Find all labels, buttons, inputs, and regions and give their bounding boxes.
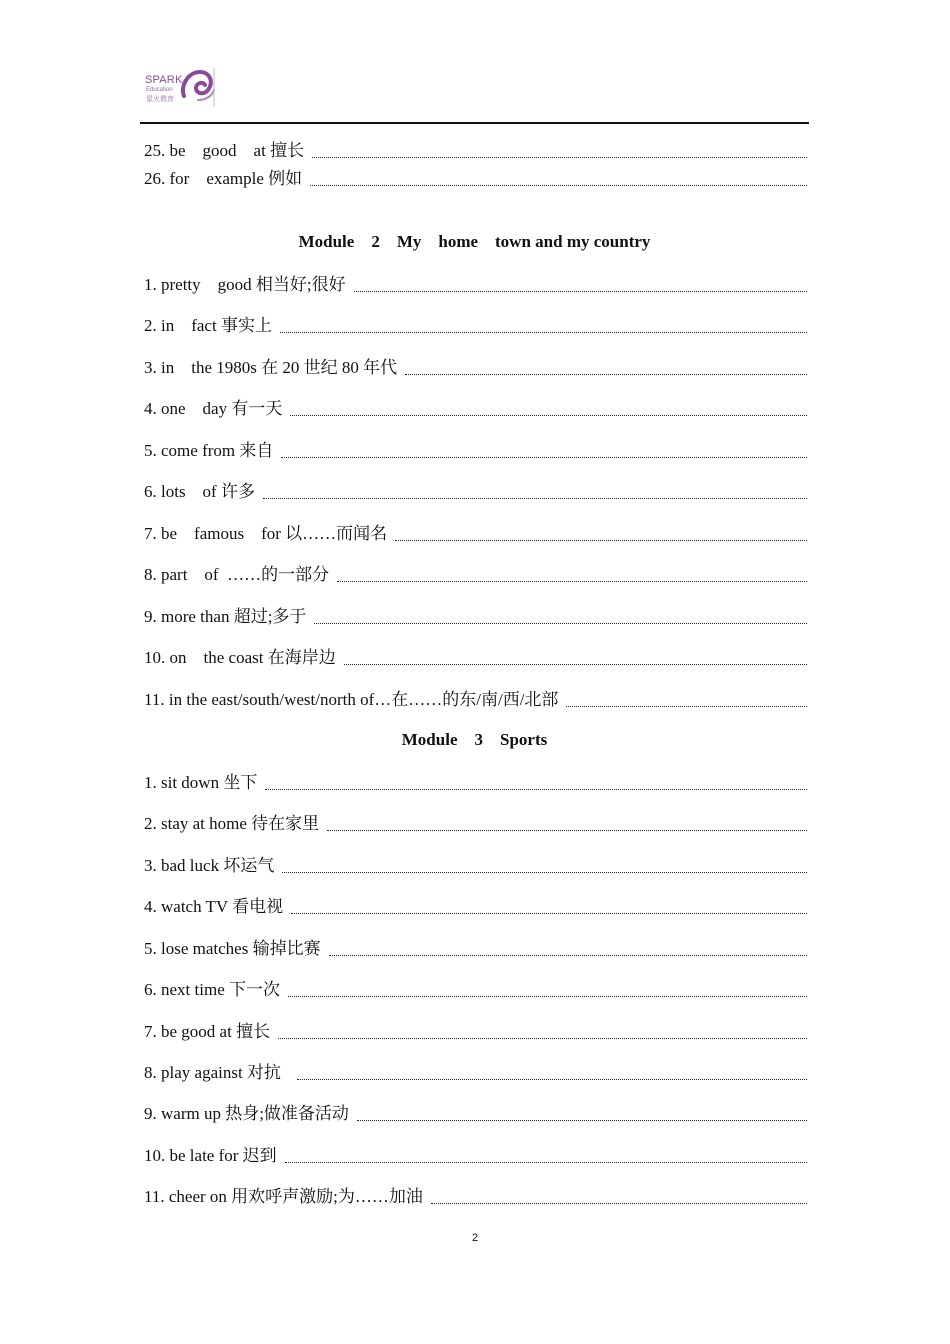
m3-item-4 (144, 894, 807, 918)
phrase-text: 11. cheer on 用欢呼声激励;为……加油 (144, 1187, 423, 1206)
phrase-text: 3. bad luck 坏运气 (144, 856, 275, 875)
m3-item-10 (144, 1143, 807, 1167)
phrase-text: 6. next time 下一次 (144, 980, 280, 999)
answer-blank[interactable] (263, 497, 807, 499)
answer-blank[interactable] (290, 414, 807, 416)
module-3-title: Module 3 Sports (401, 730, 548, 749)
module-2-title: Module 2 My home town and my country (298, 232, 651, 251)
logo-brand-text: SPARK (145, 74, 183, 86)
m3-item-6 (144, 977, 807, 1001)
m2-item-9 (144, 604, 807, 628)
phrase-text: 1. pretty good 相当好;很好 (144, 275, 346, 294)
m2-item-4 (144, 396, 807, 420)
phrase-text: 2. stay at home 待在家里 (144, 814, 320, 833)
spark-swirl-icon (178, 66, 216, 106)
phrase-text: 4. one day 有一天 (144, 399, 283, 418)
answer-blank[interactable] (288, 995, 807, 997)
answer-blank[interactable] (329, 954, 807, 956)
phrase-text: 25. be good at 擅长 (144, 141, 305, 160)
header-rule (140, 122, 809, 124)
phrase-text: 4. watch TV 看电视 (144, 897, 284, 916)
phrase-item-25 (144, 138, 807, 162)
phrase-text: 9. more than 超过;多于 (144, 607, 307, 626)
phrase-text: 10. on the coast 在海岸边 (144, 648, 336, 667)
m3-item-3 (144, 853, 807, 877)
answer-blank[interactable] (282, 871, 807, 873)
phrase-text: 7. be famous for 以……而闻名 (144, 524, 388, 543)
answer-blank[interactable] (405, 373, 807, 375)
phrase-text: 1. sit down 坐下 (144, 773, 258, 792)
phrase-text: 3. in the 1980s 在 20 世纪 80 年代 (144, 358, 398, 377)
phrase-text: 8. play against 对抗 (144, 1063, 290, 1082)
m3-item-9 (144, 1101, 807, 1125)
m2-item-6 (144, 479, 807, 503)
answer-blank[interactable] (337, 580, 807, 582)
answer-blank[interactable] (297, 1078, 807, 1080)
m2-item-11 (144, 687, 807, 711)
m2-item-7 (144, 521, 807, 545)
phrase-text: 5. lose matches 输掉比赛 (144, 939, 321, 958)
answer-blank[interactable] (357, 1119, 807, 1121)
m2-item-2 (144, 313, 807, 337)
m3-item-5 (144, 936, 807, 960)
phrase-text: 2. in fact 事实上 (144, 316, 272, 335)
logo-sub-text: Education (146, 87, 173, 93)
phrase-text: 6. lots of 许多 (144, 482, 255, 501)
answer-blank[interactable] (327, 829, 807, 831)
answer-blank[interactable] (354, 290, 807, 292)
phrase-text: 5. come from 来自 (144, 441, 274, 460)
phrase-text: 9. warm up 热身;做准备活动 (144, 1104, 349, 1123)
answer-blank[interactable] (281, 456, 807, 458)
spark-logo (145, 66, 217, 108)
m2-item-5 (144, 438, 807, 462)
phrase-item-26 (144, 166, 807, 190)
m2-item-1 (144, 272, 807, 296)
answer-blank[interactable] (310, 184, 807, 186)
answer-blank[interactable] (314, 622, 807, 624)
phrase-text: 7. be good at 擅长 (144, 1022, 271, 1041)
answer-blank[interactable] (395, 539, 807, 541)
phrase-text: 26. for example 例如 (144, 169, 303, 188)
answer-blank[interactable] (566, 705, 807, 707)
m2-item-3 (144, 355, 807, 379)
answer-blank[interactable] (431, 1202, 807, 1204)
answer-blank[interactable] (265, 788, 807, 790)
m3-item-8 (144, 1060, 807, 1084)
answer-blank[interactable] (312, 156, 807, 158)
phrase-text: 8. part of ……的一部分 (144, 565, 330, 584)
m2-item-10 (144, 645, 807, 669)
m2-item-8 (144, 562, 807, 586)
answer-blank[interactable] (291, 912, 807, 914)
m3-item-1 (144, 770, 807, 794)
phrase-text: 10. be late for 迟到 (144, 1146, 277, 1165)
answer-blank[interactable] (280, 331, 807, 333)
answer-blank[interactable] (344, 663, 807, 665)
page-number: 2 (471, 1232, 479, 1244)
m3-item-11 (144, 1184, 807, 1208)
m3-item-7 (144, 1019, 807, 1043)
answer-blank[interactable] (278, 1037, 807, 1039)
logo-chinese-text: 星火教育 (146, 95, 174, 103)
phrase-text: 11. in the east/south/west/north of…在……的东/南/西/北部 (144, 690, 559, 709)
m3-item-2 (144, 811, 807, 835)
answer-blank[interactable] (285, 1161, 807, 1163)
